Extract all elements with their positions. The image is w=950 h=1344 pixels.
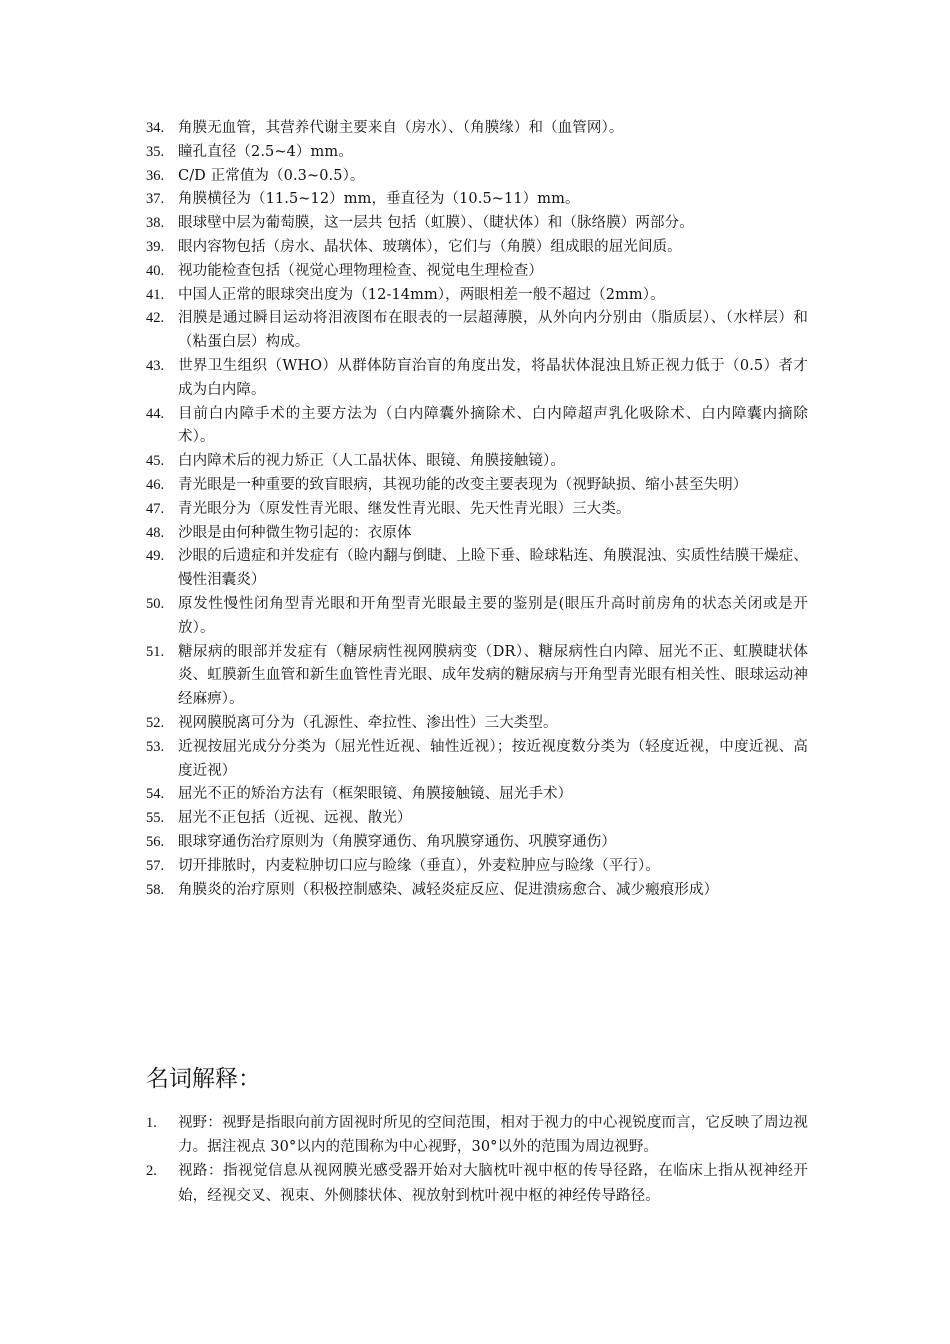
item-number: 51. [146, 643, 165, 660]
list-item [146, 807, 808, 831]
item-number: 46. [146, 476, 165, 493]
list-item [146, 355, 808, 403]
item-number: 37. [146, 191, 165, 208]
item-text: 屈光不正的矫治方法有（框架眼镜、角膜接触镜、屈光手术） [178, 786, 573, 803]
item-text: 中国人正常的眼球突出度为（12-14mm），两眼相差一般不超过（2mm）。 [178, 286, 665, 303]
list-item [146, 307, 808, 355]
item-number: 41. [146, 286, 165, 303]
list-item [146, 165, 808, 189]
list-item [146, 1111, 808, 1159]
item-text: 白内障术后的视力矫正（人工晶状体、眼镜、角膜接触镜）。 [178, 453, 565, 470]
list-item [146, 712, 808, 736]
list-item [146, 545, 808, 593]
item-number: 36. [146, 167, 165, 184]
item-text: 眼球穿通伤治疗原则为（角膜穿通伤、角巩膜穿通伤、巩膜穿通伤） [178, 833, 616, 850]
item-number: 44. [146, 405, 165, 422]
list-item [146, 188, 808, 212]
list-item [146, 641, 808, 712]
list-item [146, 736, 808, 784]
section-title: 名词解释： [146, 1066, 261, 1092]
list-item [146, 117, 808, 141]
item-text: 角膜炎的治疗原则（积极控制感染、减轻炎症反应、促进溃疡愈合、减少瘢痕形成） [178, 881, 719, 898]
item-text: 沙眼的后遗症和并发症有（睑内翻与倒睫、上睑下垂、睑球粘连、角膜混浊、实质性结膜干燥症、慢性泪囊炎） [178, 548, 808, 589]
list-item [146, 783, 808, 807]
item-text: 目前白内障手术的主要方法为（白内障囊外摘除术、白内障超声乳化吸除术、白内障囊内摘除术）。 [178, 405, 808, 446]
item-text: 切开排脓时，内麦粒肿切口应与睑缘（垂直），外麦粒肿应与睑缘（平行）。 [178, 857, 660, 874]
item-number: 57. [146, 857, 165, 874]
item-text: 角膜无血管，其营养代谢主要来自（房水）、（角膜缘）和（血管网）。 [178, 120, 624, 136]
list-item [146, 450, 808, 474]
item-number: 47. [146, 500, 165, 517]
item-number: 54. [146, 786, 165, 803]
item-text: 视功能检查包括（视觉心理物理检查、视觉电生理检查） [178, 262, 543, 279]
item-text: 糖尿病的眼部并发症有（糖尿病性视网膜病变（DR）、糖尿病性白内障、屈光不正、虹膜睫状体炎、虹膜新生血管和新生血管性青光眼、成年发病的糖尿病与开角型青光眼有相关性、眼球运动神经麻痹）。 [178, 643, 808, 708]
list-item [146, 498, 808, 522]
item-text: 青光眼分为（原发性青光眼、继发性青光眼、先天性青光眼）三大类。 [178, 500, 631, 517]
list-item [146, 593, 808, 641]
item-number: 53. [146, 738, 165, 755]
item-number: 55. [146, 810, 165, 827]
item-text: 原发性慢性闭角型青光眼和开角型青光眼最主要的鉴别是(眼压升高时前房角的状态关闭或是开放）。 [178, 595, 808, 636]
list-item [146, 284, 808, 308]
list-item [146, 522, 808, 546]
item-number: 1. [146, 1115, 157, 1131]
item-text: 沙眼是由何种微生物引起的：衣原体 [178, 524, 412, 541]
item-text: 世界卫生组织（WHO）从群体防盲治盲的角度出发，将晶状体混浊且矫正视力低于（0.5）者才成为白内障。 [178, 357, 808, 398]
list-item [146, 260, 808, 284]
item-text: C/D 正常值为（0.3~0.5）。 [178, 167, 365, 184]
list-item [146, 474, 808, 498]
item-number: 45. [146, 453, 165, 470]
item-number: 48. [146, 524, 165, 541]
item-text: 角膜横径为（11.5~12）mm，垂直径为（10.5~11）mm。 [178, 191, 580, 208]
item-number: 43. [146, 357, 165, 374]
item-text: 视网膜脱离可分为（孔源性、牵拉性、渗出性）三大类型。 [178, 714, 558, 731]
item-text: 瞳孔直径（2.5~4）mm。 [178, 143, 353, 160]
item-number: 40. [146, 262, 165, 279]
list-item [146, 212, 808, 236]
item-text: 近视按屈光成分分类为（屈光性近视、轴性近视）；按近视度数分类为（轻度近视，中度近视、高度近视） [178, 738, 808, 779]
item-number: 58. [146, 881, 165, 898]
item-number: 42. [146, 310, 165, 327]
item-number: 49. [146, 548, 165, 565]
list-item [146, 1159, 808, 1207]
definition-list [146, 1111, 808, 1208]
list-item [146, 236, 808, 260]
item-text: 泪膜是通过瞬目运动将泪液图布在眼表的一层超薄膜，从外向内分别由（脂质层）、（水样层）和（粘蛋白层）构成。 [178, 310, 808, 351]
item-number: 50. [146, 595, 165, 612]
item-number: 52. [146, 714, 165, 731]
item-text: 屈光不正包括（近视、远视、散光） [178, 810, 412, 827]
item-text: 视野：视野是指眼向前方固视时所见的空间范围，相对于视力的中心视锐度而言，它反映了周边视力。据注视点 30°以内的范围称为中心视野，30°以外的范围为周边视野。 [178, 1115, 808, 1156]
item-number: 38. [146, 215, 165, 232]
item-text: 眼球壁中层为葡萄膜，这一层共 包括（虹膜）、（睫状体）和（脉络膜）两部分。 [178, 215, 694, 232]
item-number: 2. [146, 1163, 157, 1180]
item-number: 34. [146, 120, 165, 136]
item-text: 青光眼是一种重要的致盲眼病，其视功能的改变主要表现为（视野缺损、缩小甚至失明） [178, 476, 748, 493]
item-text: 眼内容物包括（房水、晶状体、玻璃体），它们与（角膜）组成眼的屈光间质。 [178, 238, 682, 255]
item-number: 56. [146, 833, 165, 850]
list-item [146, 855, 808, 879]
list-item [146, 879, 808, 903]
fill-in-answer-list [146, 117, 808, 902]
item-text: 视路：指视觉信息从视网膜光感受器开始对大脑枕叶视中枢的传导径路，在临床上指从视神经开始，经视交叉、视束、外侧膝状体、视放射到枕叶视中枢的神经传导路径。 [178, 1163, 808, 1204]
list-item [146, 831, 808, 855]
list-item [146, 403, 808, 451]
item-number: 35. [146, 143, 165, 160]
list-item [146, 141, 808, 165]
item-number: 39. [146, 238, 165, 255]
